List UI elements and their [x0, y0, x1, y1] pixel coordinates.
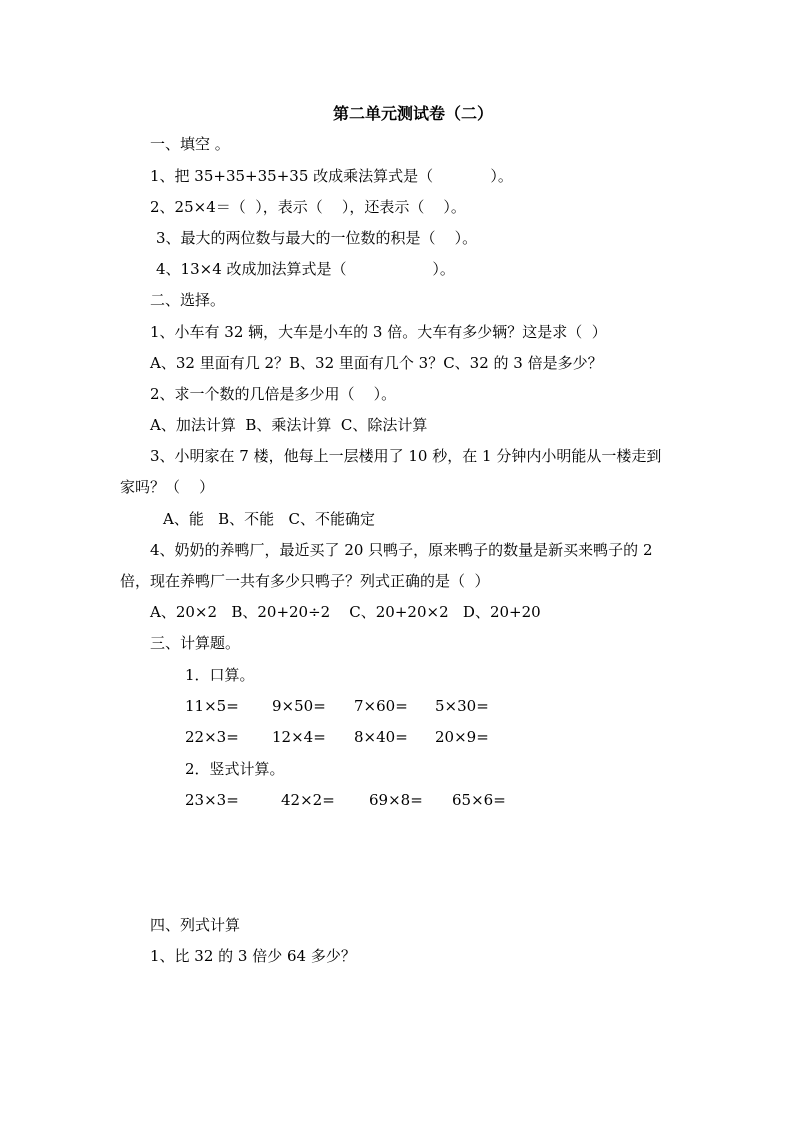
section2-heading: 二、选择。: [150, 291, 226, 309]
fill-question-2: 2、25×4＝（ ），表示（ ），还表示（ ）。: [150, 198, 466, 216]
choice-question-3-options: A、能 B、不能 C、不能确定: [163, 510, 375, 528]
oral-calc-item: 9×50=: [272, 697, 326, 715]
oral-calc-item: 11×5=: [185, 697, 239, 715]
choice-question-3-line2: 家吗？（ ）: [120, 478, 215, 496]
page-title: 第二单元测试卷（二）: [333, 104, 494, 123]
vertical-calc-item: 69×8=: [369, 791, 423, 809]
choice-question-3-line1: 3、小明家在 7 楼，他每上一层楼用了 10 秒，在 1 分钟内小明能从一楼走到: [150, 447, 662, 465]
choice-question-2: 2、求一个数的几倍是多少用（ ）。: [150, 385, 397, 403]
choice-question-4-line2: 倍，现在养鸭厂一共有多少只鸭子？列式正确的是（ ）: [120, 572, 490, 590]
choice-question-2-options: A、加法计算 B、乘法计算 C、除法计算: [150, 416, 428, 434]
vertical-calc-item: 42×2=: [281, 791, 335, 809]
fill-question-3: 3、最大的两位数与最大的一位数的积是（ ）。: [156, 229, 478, 247]
oral-calc-heading: 1．口算。: [185, 666, 255, 684]
choice-question-4-options: A、20×2 B、20+20÷2 C、20+20×2 D、20+20: [150, 603, 541, 621]
oral-calc-item: 7×60=: [354, 697, 408, 715]
choice-question-4-line1: 4、奶奶的养鸭厂，最近买了 20 只鸭子，原来鸭子的数量是新买来鸭子的 2: [150, 541, 653, 559]
choice-question-1: 1、小车有 32 辆，大车是小车的 3 倍。大车有多少辆？这是求（ ）: [150, 323, 607, 341]
oral-calc-item: 8×40=: [354, 728, 408, 746]
oral-calc-item: 12×4=: [272, 728, 326, 746]
vertical-calc-item: 23×3=: [185, 791, 239, 809]
vertical-calc-item: 65×6=: [452, 791, 506, 809]
vertical-calc-heading: 2．竖式计算。: [185, 760, 285, 778]
fill-question-4: 4、13×4 改成加法算式是（ ）。: [156, 260, 455, 278]
choice-question-1-options: A、32 里面有几 2？B、32 里面有几个 3？C、32 的 3 倍是多少？: [150, 354, 603, 372]
oral-calc-item: 20×9=: [435, 728, 489, 746]
section4-heading: 四、列式计算: [150, 916, 241, 934]
word-problem-1: 1、比 32 的 3 倍少 64 多少？: [150, 947, 356, 965]
section1-heading: 一、填空 。: [150, 135, 230, 153]
oral-calc-item: 5×30=: [435, 697, 489, 715]
section3-heading: 三、计算题。: [150, 634, 241, 652]
oral-calc-item: 22×3=: [185, 728, 239, 746]
fill-question-1: 1、把 35+35+35+35 改成乘法算式是（ ）。: [150, 167, 513, 185]
